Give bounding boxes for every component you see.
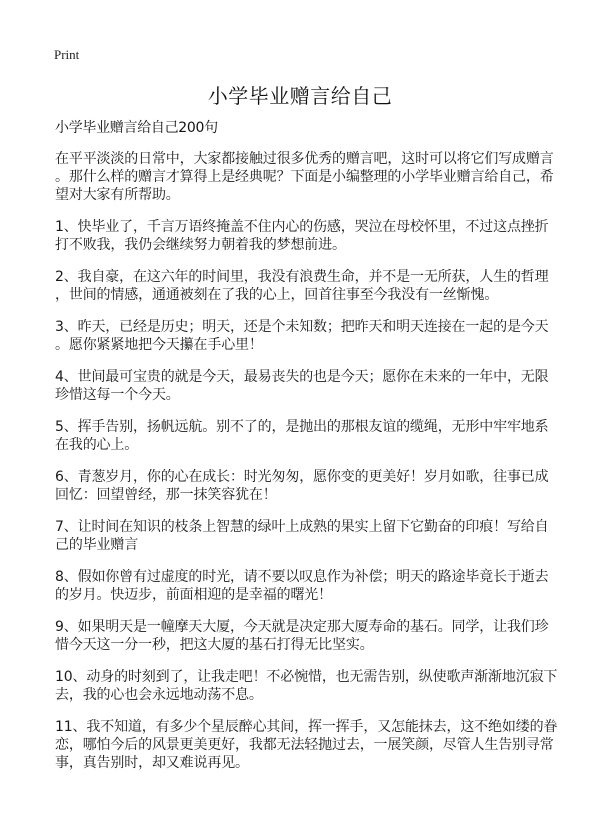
text-line: 11、我不知道，有多少个星辰醉心其间，挥一挥手，又怎能抹去，这不绝如缕的眷 [55,719,558,735]
text-line: 去，我的心也会永远地动荡不息。 [55,687,263,703]
text-line: 9、如果明天是一幢摩天大厦，今天就是决定那大厦寿命的基石。同学，让我们珍 [55,619,549,635]
quote-item [55,368,575,404]
quote-item [55,418,575,454]
text-line: 3、昨天，已经是历史；明天，还是个未知数；把昨天和明天连接在一起的是今天 [55,319,549,335]
text-line: 望对大家有所帮助。 [55,187,180,203]
text-line: 10、动身的时刻到了，让我走吧！不必惋惜，也无需告别，纵使歌声渐渐地沉寂下 [55,669,558,685]
page-title: 小学毕业赠言给自己 [207,84,393,108]
article-subtitle: 小学毕业赠言给自己200句 [55,120,218,136]
quote-item [55,318,575,354]
quote-item [55,668,575,704]
text-line: 在我的心上。 [55,437,139,453]
text-line: 惜今天这一分一秒，把这大厦的基石打得无比坚实。 [55,637,374,653]
quote-item [55,718,575,772]
quote-item [55,518,575,554]
text-line: 事，真告别时，却又难说再见。 [55,755,249,771]
text-line: 。愿你紧紧地把今天攥在手心里！ [55,337,263,353]
article-body [55,119,575,786]
text-line: 珍惜这每一个今天。 [55,387,180,403]
intro-paragraph [55,150,575,204]
text-line: 2、我自豪，在这六年的时间里，我没有浪费生命，并不是一无所获，人生的哲理 [55,269,549,285]
quote-item [55,268,575,304]
text-line: 8、假如你曾有过虚度的时光，请不要以叹息作为补偿；明天的路途毕竟长于逝去 [55,569,549,585]
quote-item [55,468,575,504]
text-line: 5、挥手告别，扬帆远航。别不了的，是抛出的那根友谊的缆绳，无形中牢牢地系 [55,419,549,435]
text-line: ，世间的情感，通通被刻在了我的心上，回首往事至今我没有一丝惭愧。 [55,287,499,303]
quote-item [55,218,575,254]
text-line: 在平平淡淡的日常中，大家都接触过很多优秀的赠言吧，这时可以将它们写成赠言 [55,151,554,167]
text-line: 。那什么样的赠言才算得上是经典呢？下面是小编整理的小学毕业赠言给自己，希 [55,169,554,185]
text-line: 6、青葱岁月，你的心在成长：时光匆匆，愿你变的更美好！岁月如歌，往事已成 [55,469,549,485]
text-line: 回忆：回望曾经，那一抹笑容犹在！ [55,487,277,503]
text-line: 1、快毕业了，千言万语终掩盖不住内心的伤感，哭泣在母校怀里，不过这点挫折 [55,219,549,235]
text-line: 己的毕业赠言 [55,537,139,553]
text-line: 恋，哪怕今后的风景更美更好，我都无法轻抛过去，一展笑颜，尽管人生告别寻常 [55,737,554,753]
text-line: 4、世间最可宝贵的就是今天，最易丧失的也是今天；愿你在未来的一年中，无限 [55,369,549,385]
print-link[interactable]: Print [54,47,80,62]
text-line: 打不败我，我仍会继续努力朝着我的梦想前进。 [55,237,346,253]
quote-item [55,568,575,604]
quote-item [55,618,575,654]
text-line: 7、让时间在知识的枝条上智慧的绿叶上成熟的果实上留下它勤奋的印痕！写给自 [55,519,549,535]
paragraph-list [55,150,575,772]
text-line: 的岁月。快迈步，前面相迎的是幸福的曙光！ [55,587,332,603]
